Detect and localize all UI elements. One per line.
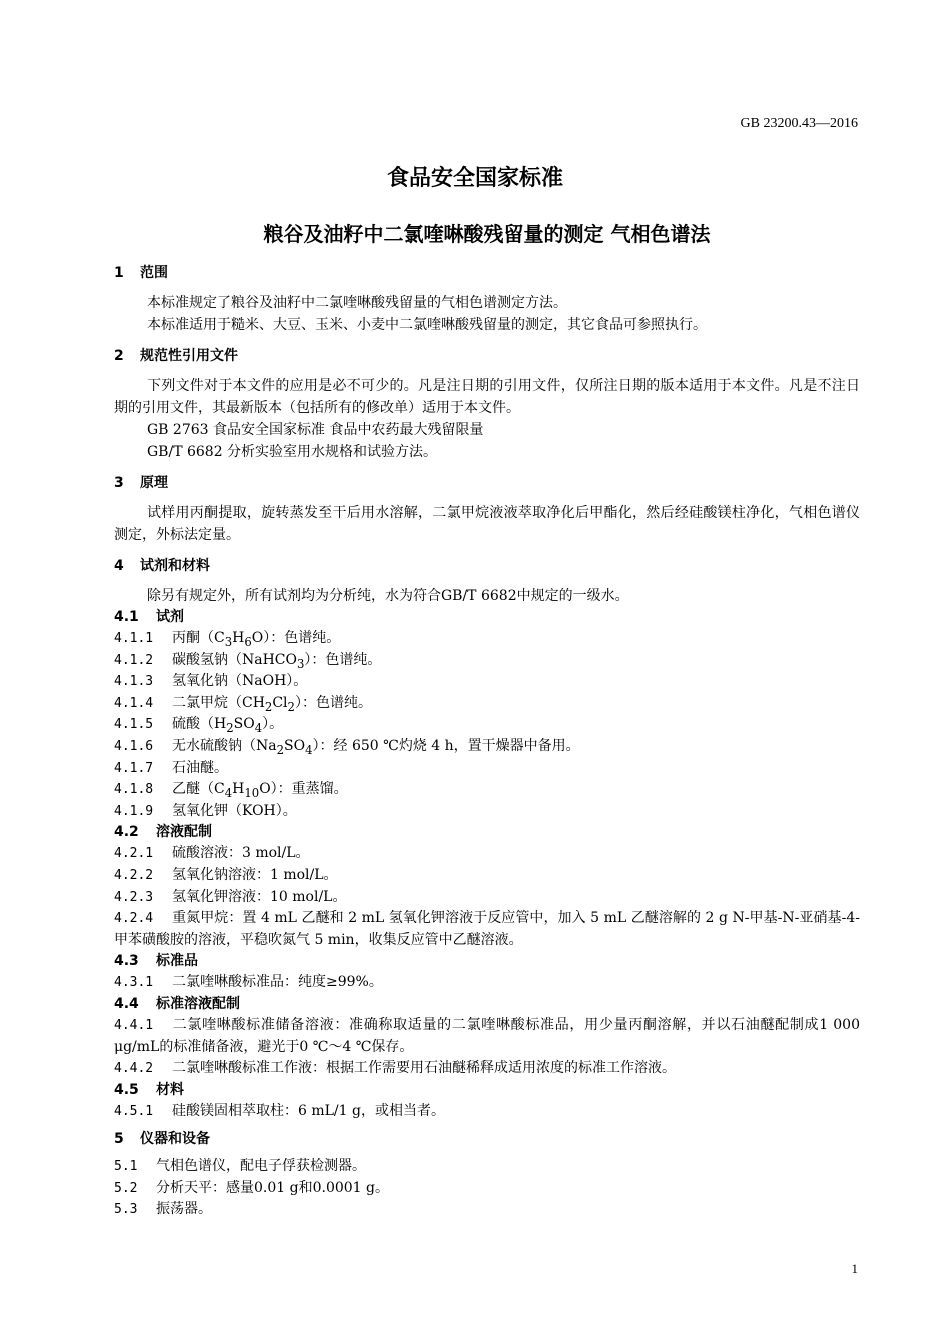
subsection-title: 溶液配制 [156,824,212,841]
subsection-title: 标准溶液配制 [156,995,240,1012]
section-number: 1 [114,265,124,281]
section-number: 4 [114,558,124,574]
list-item: 4.3.1 二氯喹啉酸标准品：纯度≥99%。 [114,974,383,991]
subsection-heading-4-4 [114,994,860,1015]
paragraph: 本标准适用于糙米、大豆、玉米、小麦中二氯喹啉酸残留量的测定，其它食品可参照执行。 [147,317,707,333]
paragraph: 除另有规定外，所有试剂均为分析纯，水为符合GB/T 6682中规定的一级水。 [147,588,629,604]
section-heading-4 [114,555,860,577]
subsection-number: 4.4 [114,995,139,1012]
section-heading-3 [114,472,860,494]
paragraph: 下列文件对于本文件的应用是必不可少的。凡是注日期的引用文件，仅所注日期的版本适用于本文件。凡是不注日期的引用文件，其最新版本（包括所有的修改单）适用于本文件。 [114,378,860,416]
list-item: 4.4.2 二氯喹啉酸标准工作液：根据工作需要用石油醚稀释成适用浓度的标准工作溶液。 [114,1060,676,1077]
list-item: 4.2.3 氢氧化钾溶液：10 mol/L。 [114,888,347,905]
document-code: GB 23200.43—2016 [740,116,858,131]
section-number: 3 [114,475,124,491]
list-item: 4.2.4 重氮甲烷：置 4 mL 乙醚和 2 mL 氢氧化钾溶液于反应管中，加入 5 mL 乙醚溶解的 2 g N-甲基-N-亚硝基-4-甲苯磺酸胺的溶液，平稳吹氮气 5 min，收集反应管中乙醚溶液。 [114,910,860,948]
list-item: 4.1.6 无水硫酸钠$(Na_2SO_4)$：经 650 ℃灼烧 4 h，置干燥器中备用。 [114,737,580,757]
subsection-number: 4.3 [114,953,139,970]
section-title: 原理 [140,475,168,491]
list-item: 4.1.9 氢氧化钾（KOH）。 [114,802,297,819]
list-item: 5.2 分析天平：感量0.01 g和0.0001 g。 [114,1179,389,1196]
subsection-number: 4.5 [114,1081,139,1098]
list-item: 4.4.1 二氯喹啉酸标准储备溶液：准确称取适量的二氯喹啉酸标准品，用少量丙酮溶解，并以石油醚配制成1 000 μg/mL的标准储备液，避光于0 ℃～4 ℃保存。 [114,1016,860,1055]
section-heading-1 [114,262,860,284]
paragraph: 本标准规定了粮谷及油籽中二氯喹啉酸残留量的气相色谱测定方法。 [147,295,567,311]
list-item: 4.2.2 氢氧化钠溶液：1 mol/L。 [114,866,338,883]
document-title: 食品安全国家标准 [386,166,563,191]
section-title: 范围 [140,265,168,281]
list-item: 5.1 气相色谱仪，配电子俘获检测器。 [114,1158,366,1175]
section-title: 试剂和材料 [140,558,210,574]
subsection-heading-4-2 [114,822,860,843]
list-item: 4.1.8 乙醚$(C_4H_{10}O)$：重蒸馏。 [114,781,348,800]
subsection-title: 试剂 [156,609,184,625]
subsection-title: 材料 [156,1081,184,1098]
document-subtitle: 粮谷及油籽中二氯喹啉酸残留量的测定 气相色谱法 [263,222,711,246]
equipment-list [114,1156,860,1221]
section-number: 2 [114,348,124,364]
list-item: 4.5.1 硅酸镁固相萃取柱：6 mL/1 g，或相当者。 [114,1102,445,1119]
subsection-number: 4.2 [114,824,139,841]
list-item: 4.1.2 碳酸氢钠（NaHCO$_3$）：色谱纯。 [114,651,382,671]
page-number: 1 [851,1261,858,1276]
list-item: 4.1.5 硫酸$(H_2SO_4)$。 [114,716,284,736]
subsection-heading-4-1 [114,607,860,628]
list-item: 4.1.4 二氯甲烷$(CH_2Cl_2)$：色谱纯。 [114,694,372,714]
subsection-heading-4-3 [114,951,860,972]
section-heading-5 [114,1128,860,1150]
document-body [114,262,860,1221]
subsection-title: 标准品 [156,953,198,970]
reference-item: GB/T 6682 分析实验室用水规格和试验方法。 [147,444,438,460]
reference-item: GB 2763 食品安全国家标准 食品中农药最大残留限量 [147,422,484,438]
section-number: 5 [114,1131,124,1148]
section-heading-2 [114,345,860,367]
list-item: 4.1.3 氢氧化钠（NaOH）。 [114,673,308,690]
list-item: 4.2.1 硫酸溶液：3 mol/L。 [114,845,310,862]
section-title: 规范性引用文件 [140,348,238,364]
list-item: 5.3 振荡器。 [114,1201,212,1218]
subsection-number: 4.1 [114,609,139,625]
list-item: 4.1.1 丙酮$(C_3H_6O)$：色谱纯。 [114,630,341,649]
subsection-heading-4-5 [114,1080,860,1101]
section-title: 仪器和设备 [140,1131,210,1148]
paragraph: 试样用丙酮提取，旋转蒸发至干后用水溶解，二氯甲烷液液萃取净化后甲酯化，然后经硅酸镁柱净化，气相色谱仪测定，外标法定量。 [114,505,860,543]
list-item: 4.1.7 石油醚。 [114,759,228,776]
